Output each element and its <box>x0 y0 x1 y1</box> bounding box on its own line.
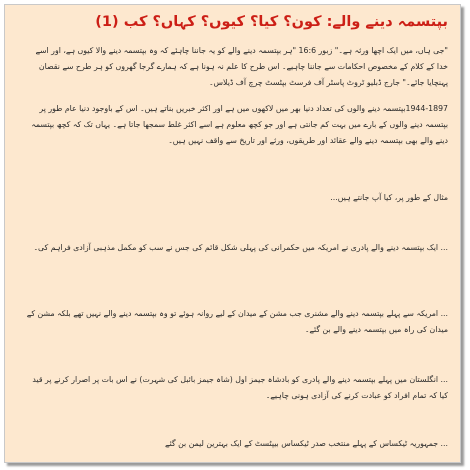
article-paragraph: ... ایک بپتسمہ دینے والے پادری نے امریکہ میں حکمرانی کی پہلی شکل قائم کی جس نے سب کو مکمل مذہبی آزادی فراہم کی۔ <box>33 243 448 252</box>
article-paragraph: ... انگلستان میں پہلے بپتسمہ دینے والے پادری کو بادشاہ جیمز اول (شاہ جیمز بائبل کی شہرت) نے اس بات پر اصرار کرنے پر قید کیا کہ تمام افراد کو عبادت کرنے کی آزادی ہونی چاہیے۔ <box>32 375 448 400</box>
article-paragraph: 1944-1897بپتسمہ دینے والوں کی تعداد دنیا بھر میں لاکھوں میں ہے اور اکثر خبریں بناتے ہیں۔ اس کے باوجود دنیا عام طور پر بپتسمہ دینے والوں کے بارے میں بہت کم جانتی ہے اور جو کچھ معلوم ہے اسے اکثر غلط سمجھا جاتا ہے۔ یہاں تک کہ کچھ بپتسمہ دینے والے بھی بپتسمہ دینے والے عقائد اور طریقوں، ورثے اور تاریخ سے واقف نہیں ہیں۔ <box>31 104 448 145</box>
article-paragraph: مثال کے طور پر، کیا آپ جانتے ہیں... <box>330 193 448 202</box>
article-page <box>4 4 461 463</box>
article-title: بپتسمہ دینے والے: کون؟ کیا؟ کیوں؟ کہاں؟ کب (1) <box>95 14 448 30</box>
article-paragraph: "جی ہاں، میں ایک اچھا ورثہ ہے۔" زبور 16:6 "ہر بپتسمہ دینے والے کو یہ جاننا چاہئے کہ وہ بپتسمہ دینے والا کیوں ہے، اور اسے خدا کے کلام کے مخصوص احکامات سے جاننا چاہیے۔ اس طرح کا علم نہ ہونا ہے کہ ہمارے گرجا گھروں کو ہر طرح سے نقصان پہنچایا جائے۔" جارج ڈبلیو ٹروٹ پاسٹر آف فرسٹ بپٹسٹ چرچ آف ڈیلاس۔ <box>35 46 448 87</box>
article-paragraph: ... امریکہ سے پہلے بپتسمہ دینے والے مشنری جب مشن کے میدان کے لیے روانہ ہوئے تو وہ بپتسمہ دینے والے نہیں تھے بلکہ مشن کے میدان کی راہ میں بپتسمہ دینے والے بن گئے۔ <box>26 309 448 334</box>
article-paragraph: ... جمہوریہ ٹیکساس کے پہلے منتخب صدر ٹیکساس بیپٹسٹ کے ایک بہترین لیمن بن گئے <box>165 439 448 448</box>
